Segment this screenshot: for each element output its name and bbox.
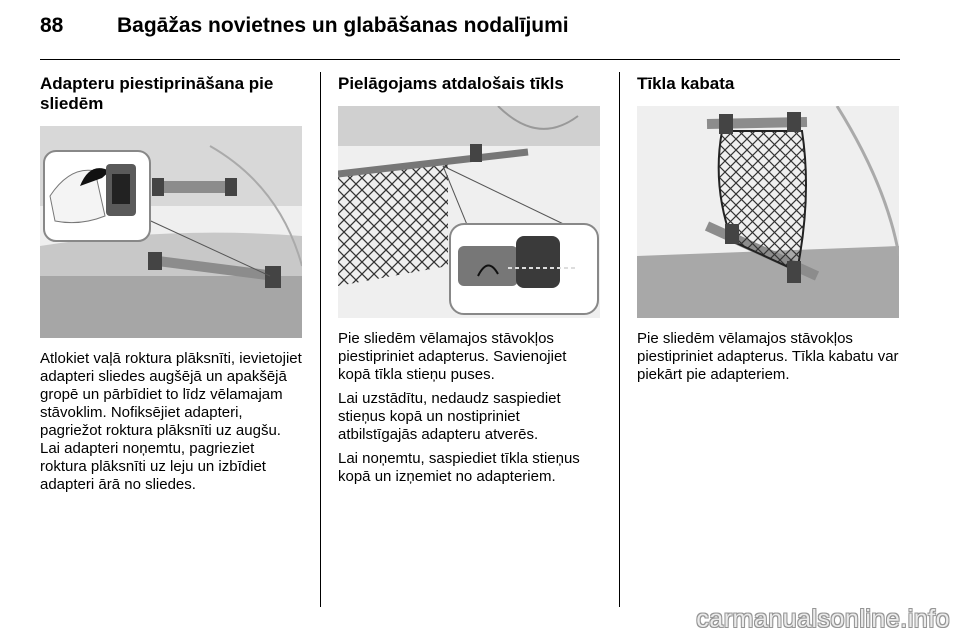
page-header-title: Bagāžas novietnes un glabāšanas nodalījumi [117, 14, 569, 37]
header-rule [40, 59, 900, 60]
section-net-pocket [637, 74, 901, 390]
section-heading: Pielāgojams atdalošais tīkls [338, 74, 564, 93]
net-pocket-illustration [637, 106, 899, 318]
paragraph: Lai noņemtu, saspiediet tīkla stieņus kopā un izņemiet no adapteriem. [338, 450, 580, 485]
page-number: 88 [40, 14, 64, 37]
section-separating-net [338, 74, 602, 492]
section-heading: Tīkla kabata [637, 74, 735, 93]
section-heading: Adapteru piestiprināšana pie sliedēm [40, 74, 274, 113]
separating-net-illustration [338, 106, 600, 318]
paragraph: Lai uzstādītu, nedaudz saspiediet stieņus kopā un nostipriniet atbilstīgajās adapteru atverēs. [338, 390, 561, 443]
paragraph: Pie sliedēm vēlamajos stāvokļos piestipriniet adapterus. Tīkla kabatu var piekārt pie adapteriem. [637, 330, 899, 383]
section-adapter-mounting [40, 74, 304, 500]
adapter-rail-illustration [40, 126, 302, 338]
column-divider [619, 72, 620, 607]
paragraph: Pie sliedēm vēlamajos stāvokļos piestipriniet adapterus. Savienojiet kopā tīkla stieņu puses. [338, 330, 567, 383]
paragraph: Atlokiet vaļā roktura plāksnīti, ievietojiet adapteri sliedes augšējā un apakšējā gropē un pārbīdiet to līdz vēlamajam stāvoklim. Nofiksējiet adapteri, pagriežot roktura plāksnīti uz augšu. Lai adapteri noņemtu, pagrieziet roktura plāksnīti uz leju un izbīdiet adapteri ārā no sliedes. [40, 350, 302, 493]
column-divider [320, 72, 321, 607]
watermark: carmanualsonline.info [696, 605, 950, 633]
